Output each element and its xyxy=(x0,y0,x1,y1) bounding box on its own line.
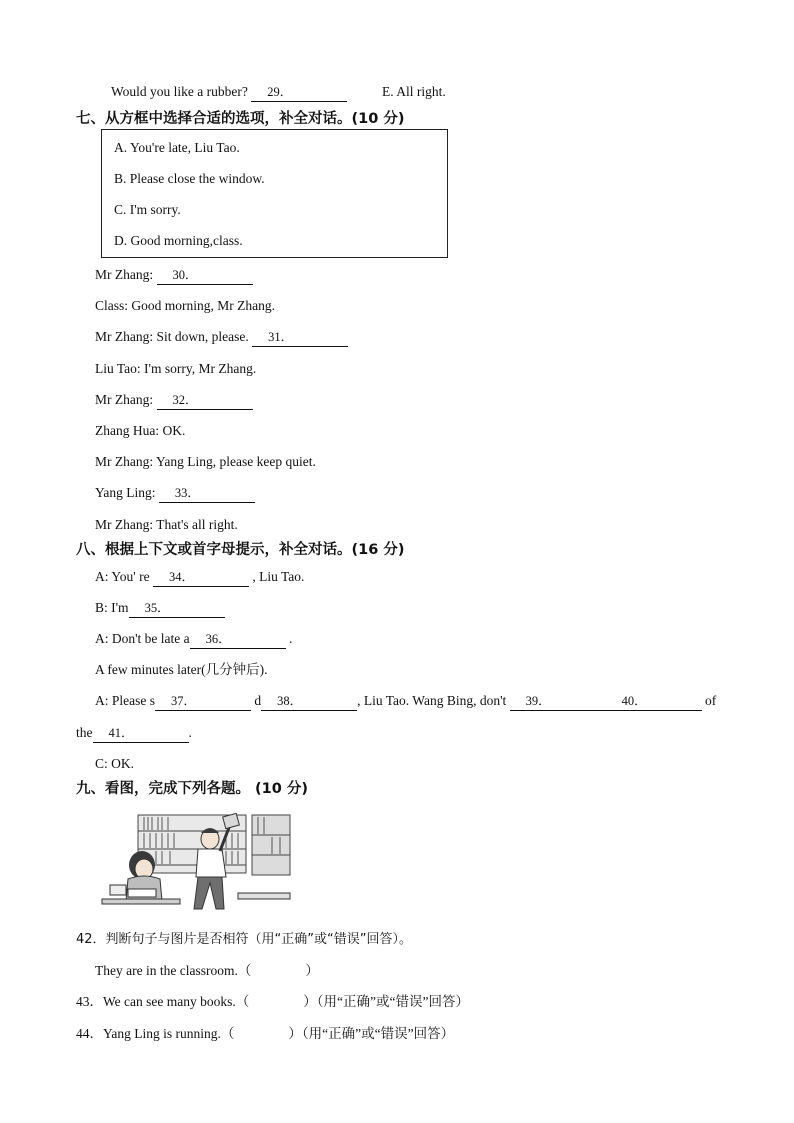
answer-blank-30[interactable]: 30． xyxy=(157,266,253,285)
s8-line-2 xyxy=(95,599,225,618)
option-a: A. You're late, Liu Tao. xyxy=(114,140,240,155)
question-43: 43．We can see many books.（ ）（用“正确”或“错误”回答） xyxy=(76,994,469,1009)
section-8-heading: 八、根据上下文或首字母提示，补全对话。(16 分) xyxy=(76,542,405,558)
dialogue-line-5 xyxy=(95,391,253,410)
question-42-sentence: They are in the classroom.（ ） xyxy=(95,963,319,978)
dialogue-text: Zhang Hua: OK. xyxy=(95,423,186,438)
s8-line-7 xyxy=(95,755,134,773)
s8-text: . xyxy=(188,725,192,740)
section-7-heading: 七、从方框中选择合适的选项，补全对话。(10 分) xyxy=(76,111,405,127)
question-42: 42．判断句子与图片是否相符（用“正确”或“错误”回答）。 xyxy=(76,932,412,947)
answer-blank-35[interactable]: 35． xyxy=(129,599,225,618)
dialogue-text: Mr Zhang: xyxy=(95,392,154,407)
dialogue-line-7 xyxy=(95,453,316,471)
answer-blank-39[interactable]: 39． xyxy=(510,692,606,711)
answer-blank-36[interactable]: 36． xyxy=(190,630,286,649)
dialogue-line-1 xyxy=(95,266,253,285)
s8-text: the xyxy=(76,725,93,740)
answer-blank-29[interactable]: 29． xyxy=(251,83,347,102)
dialogue-line-4 xyxy=(95,360,256,378)
s8-text: A: You' re xyxy=(95,569,150,584)
answer-blank-37[interactable]: 37． xyxy=(155,692,251,711)
option-b: B. Please close the window. xyxy=(114,171,265,186)
answer-blank-40[interactable]: 40． xyxy=(606,692,702,711)
dialogue-line-8 xyxy=(95,484,255,503)
answer-blank-31[interactable]: 31． xyxy=(252,328,348,347)
option-d: D. Good morning,class. xyxy=(114,233,243,248)
s8-text: A few minutes later(几分钟后). xyxy=(95,662,268,677)
s8-line-3 xyxy=(95,630,292,649)
question-44: 44．Yang Ling is running.（ ）（用“正确”或“错误”回答） xyxy=(76,1026,455,1041)
s8-text: of xyxy=(705,693,717,708)
dialogue-text: Yang Ling: xyxy=(95,485,156,500)
dialogue-line-6 xyxy=(95,422,185,440)
s8-text: . xyxy=(289,631,293,646)
s8-text: A: Don't be late a xyxy=(95,631,190,646)
option-c: C. I'm sorry. xyxy=(114,202,181,217)
s8-line-5 xyxy=(95,692,716,711)
dialogue-line-9 xyxy=(95,516,238,534)
dialogue-line-2 xyxy=(95,297,275,315)
s8-line-1 xyxy=(95,568,304,587)
answer-blank-41[interactable]: 41． xyxy=(93,724,189,743)
s8-text: C: OK. xyxy=(95,756,135,771)
s8-text: A: Please s xyxy=(95,693,155,708)
option-e: E. All right. xyxy=(382,84,446,99)
s8-text: , Liu Tao. Wang Bing, don't xyxy=(357,693,507,708)
question-29-line xyxy=(111,83,347,102)
dialogue-text: Liu Tao: I'm sorry, Mr Zhang. xyxy=(95,361,257,376)
dialogue-text: Class: Good morning, Mr Zhang. xyxy=(95,298,275,313)
s8-text: , Liu Tao. xyxy=(252,569,305,584)
dialogue-text: Mr Zhang: That's all right. xyxy=(95,517,238,532)
question-29-prompt: Would you like a rubber? xyxy=(111,84,248,99)
section-9-heading: 九、看图，完成下列各题。 (10 分) xyxy=(76,781,309,797)
dialogue-text: Mr Zhang: Yang Ling, please keep quiet. xyxy=(95,454,316,469)
answer-blank-33[interactable]: 33． xyxy=(159,484,255,503)
dialogue-text: Mr Zhang: Sit down, please. xyxy=(95,329,249,344)
dialogue-line-3 xyxy=(95,328,348,347)
s8-text: B: I'm xyxy=(95,600,129,615)
answer-blank-34[interactable]: 34． xyxy=(153,568,249,587)
s8-text: d xyxy=(254,693,262,708)
answer-blank-32[interactable]: 32． xyxy=(157,391,253,410)
library-scene-illustration xyxy=(98,813,292,912)
dialogue-text: Mr Zhang: xyxy=(95,267,154,282)
s8-line-4 xyxy=(95,661,267,679)
answer-blank-38[interactable]: 38． xyxy=(261,692,357,711)
s8-line-6 xyxy=(76,724,192,743)
options-box xyxy=(101,129,448,258)
